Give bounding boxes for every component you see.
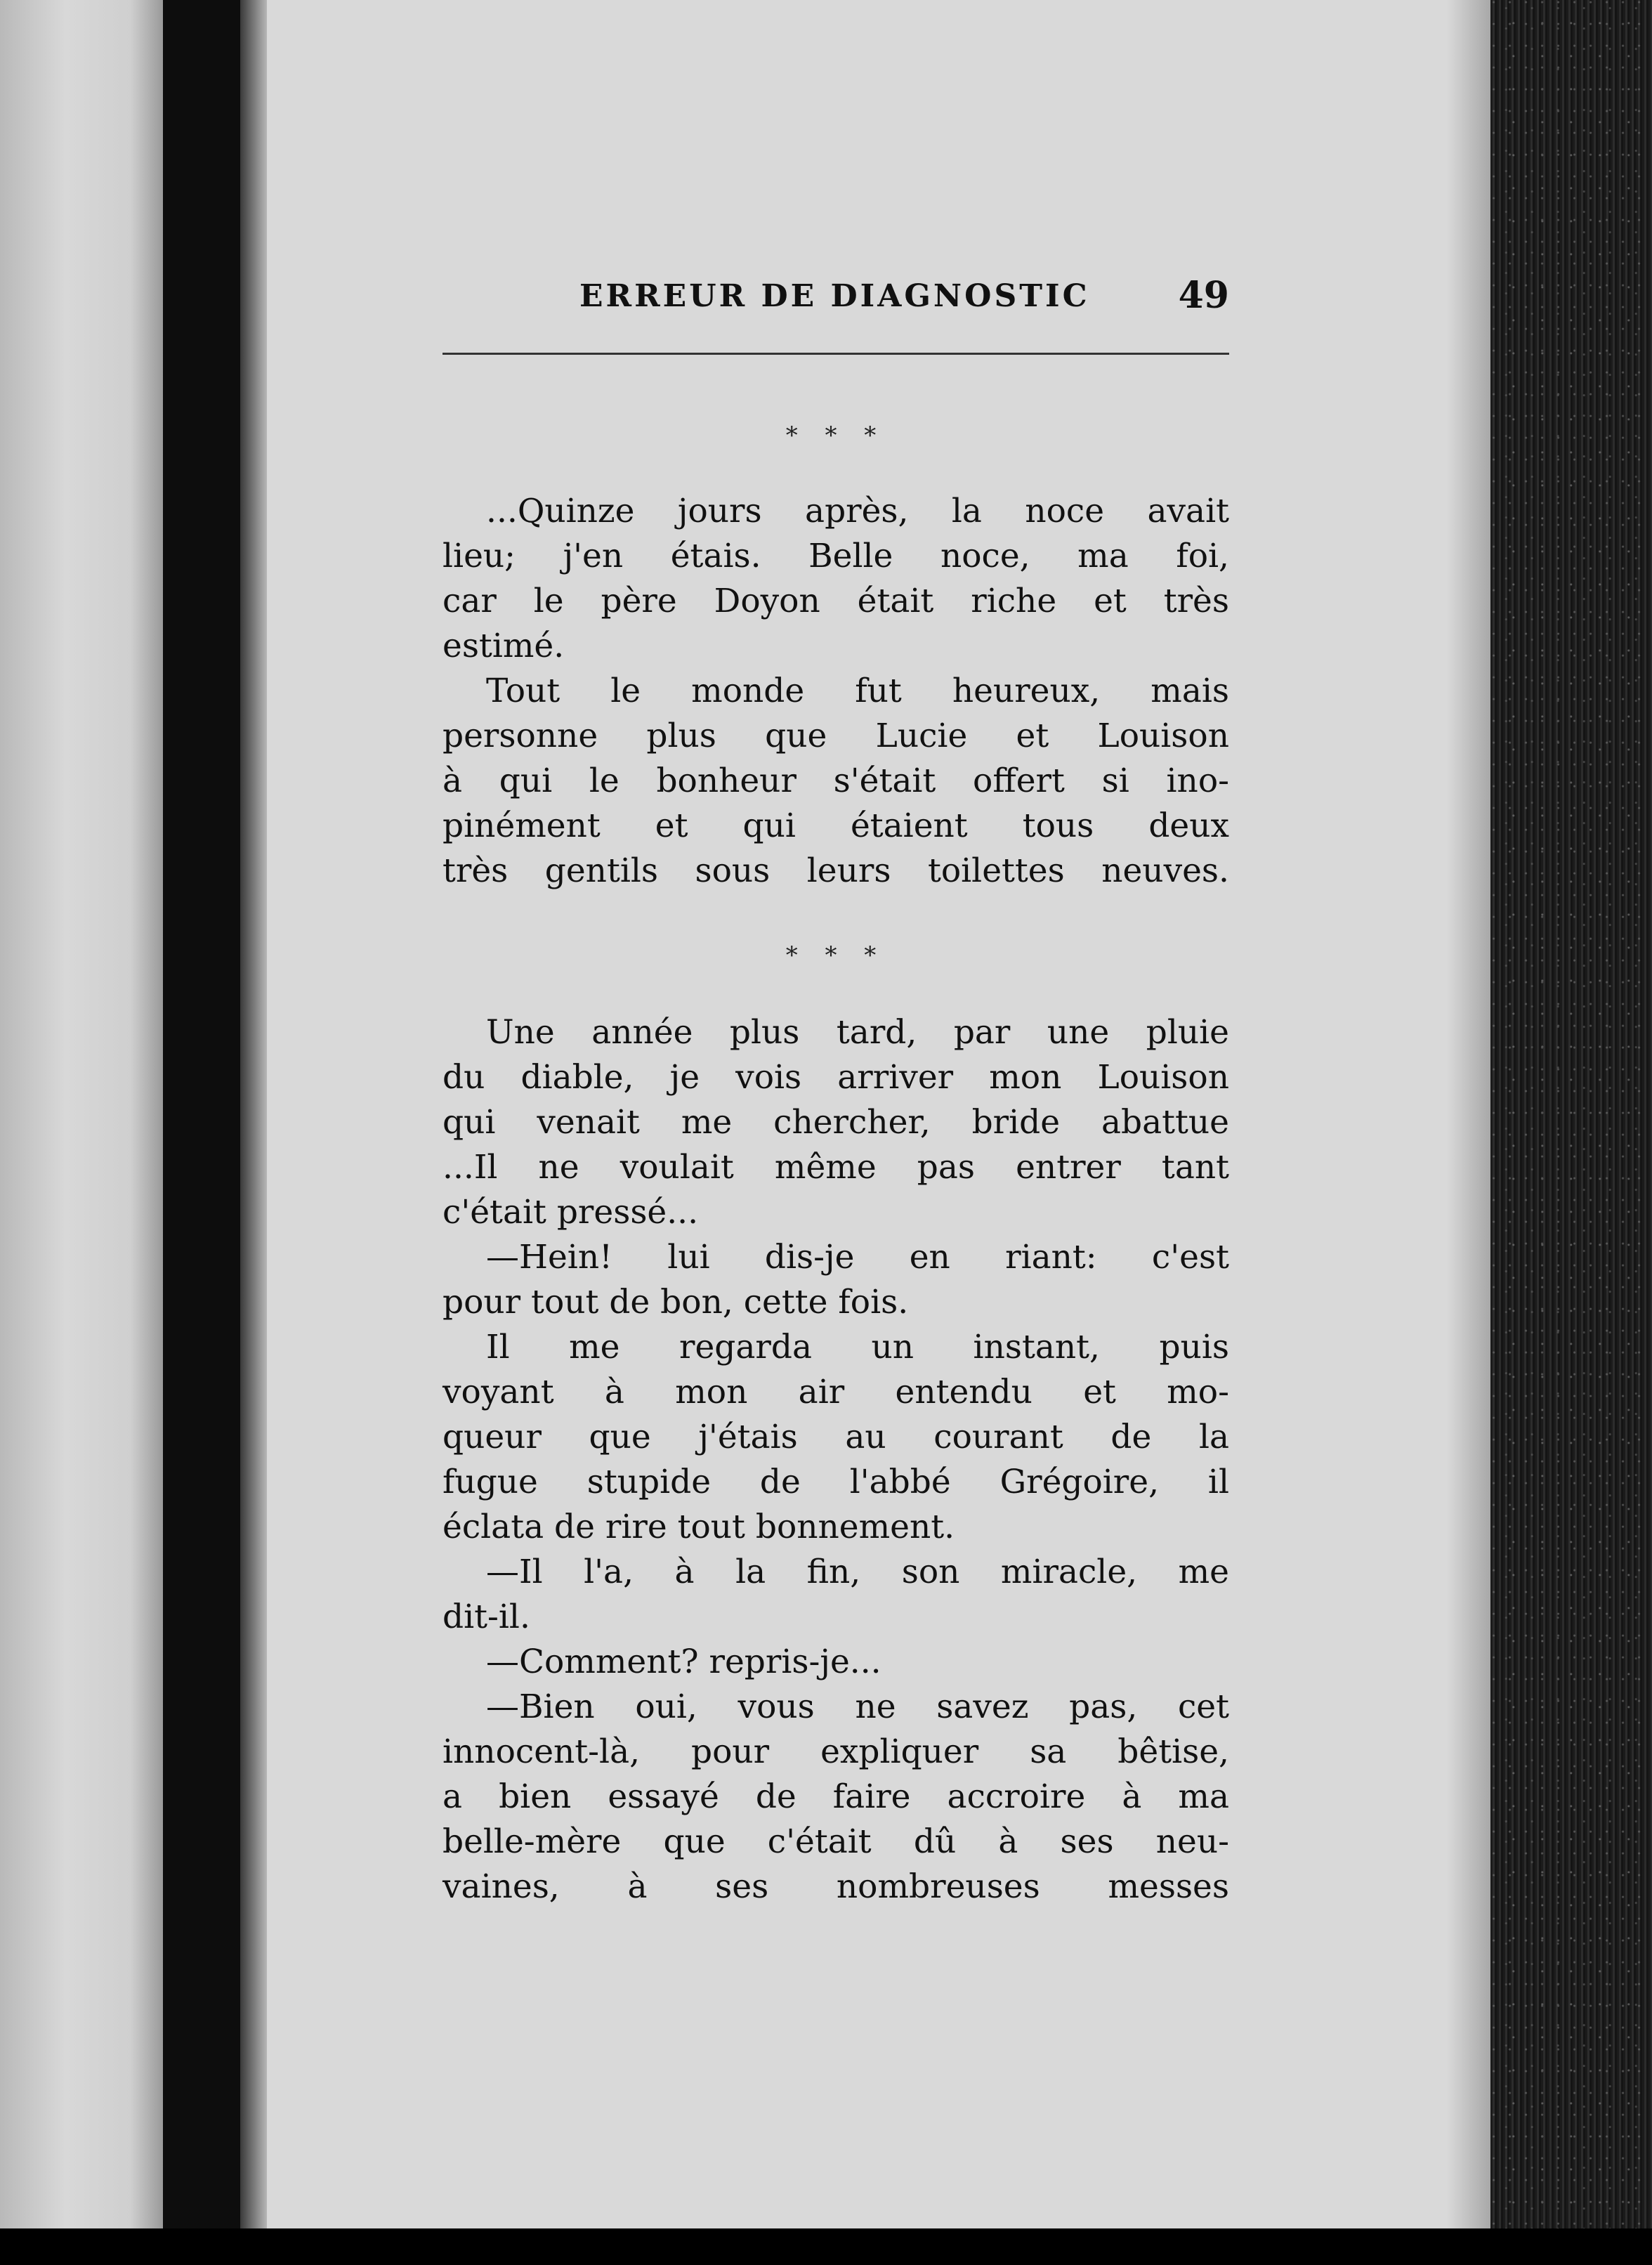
page-header [442, 274, 1229, 323]
text-line: très gentils sous leurs toilettes neuves. [442, 851, 1229, 890]
section-separator-1: * * * [785, 422, 886, 450]
text-line: ...Quinze jours après, la noce avait [486, 492, 1229, 530]
text-line: —Hein! lui dis-je en riant: c'est [486, 1238, 1229, 1277]
gutter-shadow [240, 0, 268, 2265]
text-line: —Comment? repris-je... [486, 1643, 881, 1681]
text-section-2 [442, 1010, 1229, 1910]
text-line: à qui le bonheur s'était offert si ino- [442, 762, 1229, 800]
text-line: car le père Doyon était riche et très [442, 582, 1229, 620]
scan-bottom-border [0, 2228, 1652, 2265]
text-line: lieu; j'en étais. Belle noce, ma foi, [442, 537, 1229, 575]
text-section-1 [442, 489, 1229, 894]
text-line: estimé. [442, 627, 565, 665]
text-line: a bien essayé de faire accroire à ma [442, 1777, 1229, 1816]
text-line: Tout le monde fut heureux, mais [486, 672, 1229, 710]
text-line: vaines, à ses nombreuses messes [442, 1867, 1229, 1906]
book-gutter [163, 0, 240, 2265]
text-line: qui venait me chercher, bride abattue [442, 1103, 1229, 1142]
text-line: dit-il. [442, 1598, 530, 1636]
text-line: queur que j'étais au courant de la [442, 1418, 1229, 1456]
text-line: c'était pressé... [442, 1193, 699, 1232]
page-number: 49 [1178, 274, 1229, 317]
running-title: ERREUR DE DIAGNOSTIC [579, 278, 1090, 314]
text-line: personne plus que Lucie et Louison [442, 717, 1229, 755]
stacked-page-edges [1490, 0, 1652, 2265]
text-line: éclata de rire tout bonnement. [442, 1508, 955, 1546]
text-line: du diable, je vois arriver mon Louison [442, 1058, 1229, 1097]
text-line: pinément et qui étaient tous deux [442, 807, 1229, 845]
text-line: Il me regarda un instant, puis [486, 1328, 1229, 1366]
text-line: —Il l'a, à la fin, son miracle, me [486, 1553, 1229, 1591]
text-line: pour tout de bon, cette fois. [442, 1283, 909, 1321]
text-line: fugue stupide de l'abbé Grégoire, il [442, 1463, 1229, 1501]
header-rule [442, 353, 1229, 355]
text-line: Une année plus tard, par une pluie [486, 1013, 1229, 1052]
page-edge-shadow [1447, 0, 1490, 2265]
text-line: voyant à mon air entendu et mo- [442, 1373, 1229, 1411]
text-line: ...Il ne voulait même pas entrer tant [442, 1148, 1229, 1187]
section-separator-2: * * * [785, 941, 886, 970]
text-line: innocent-là, pour expliquer sa bêtise, [442, 1732, 1229, 1771]
text-line: —Bien oui, vous ne savez pas, cet [486, 1688, 1229, 1726]
text-line: belle-mère que c'était dû à ses neu- [442, 1822, 1229, 1861]
facing-page-edge [0, 0, 163, 2265]
